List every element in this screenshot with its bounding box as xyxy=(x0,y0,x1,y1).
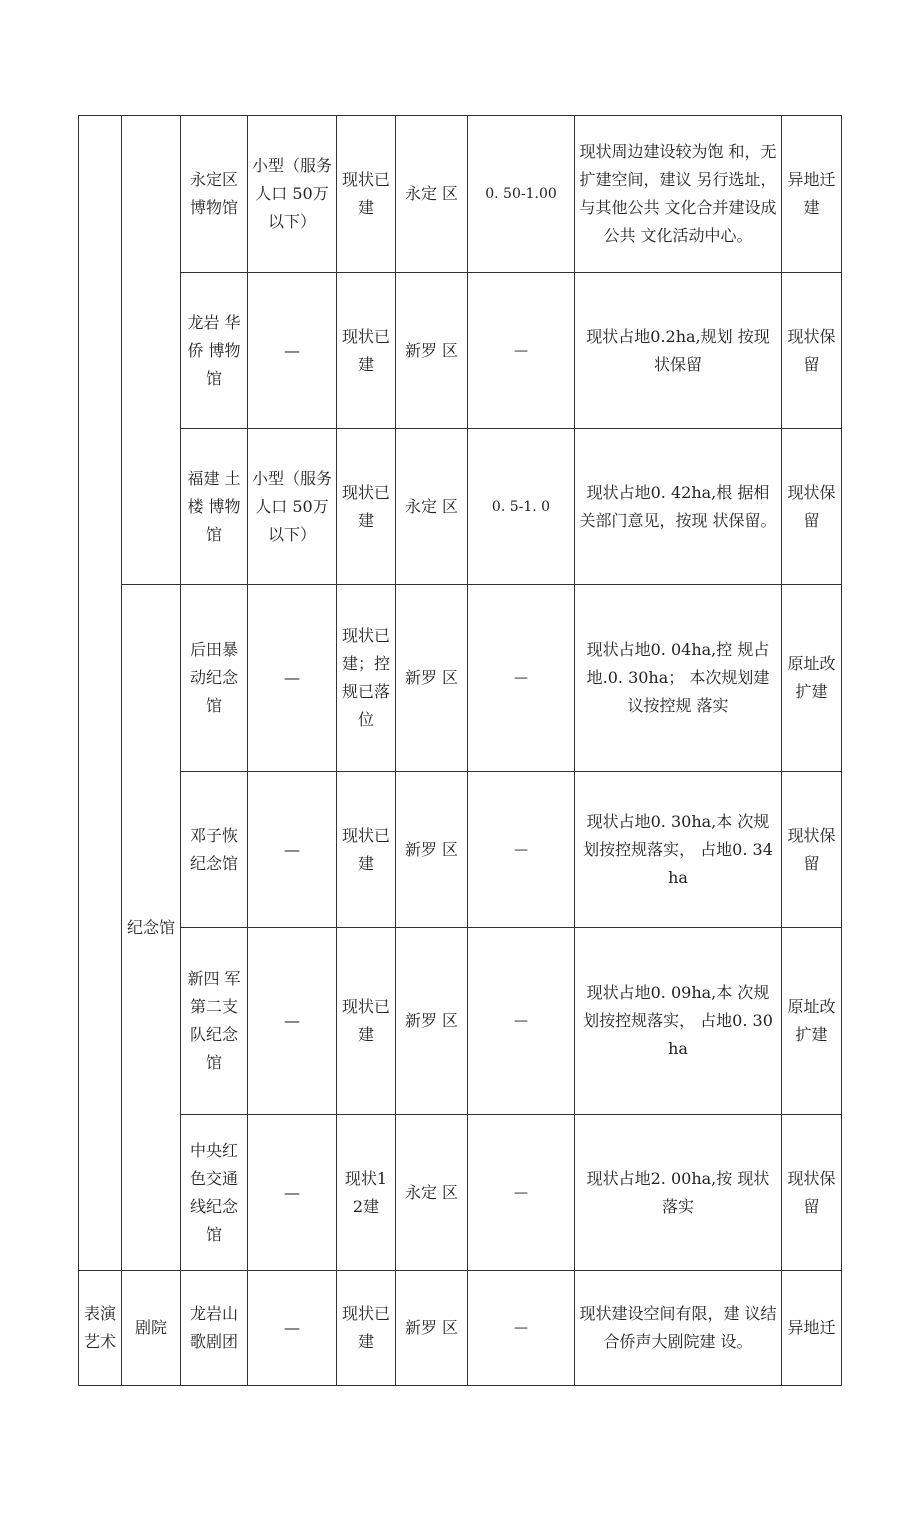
facility-scale: — xyxy=(248,273,337,429)
facility-area: — xyxy=(468,1271,575,1386)
facility-status: 现状已建 xyxy=(337,429,396,585)
facility-note: 现状占地2. 00ha,按 现状落实 xyxy=(575,1115,782,1271)
facility-action: 现状保留 xyxy=(782,273,842,429)
facility-status: 现状已 建；控规已落位 xyxy=(337,585,396,772)
facility-name: 中央红色交通线纪念馆 xyxy=(181,1115,248,1271)
facility-district: 新罗 区 xyxy=(396,1271,468,1386)
facility-name: 龙岩 华侨 博物馆 xyxy=(181,273,248,429)
table-row xyxy=(79,1115,842,1271)
facility-action: 异地迁建 xyxy=(782,116,842,273)
category-l1-cell xyxy=(79,116,122,1271)
facility-action: 原址改扩建 xyxy=(782,928,842,1115)
facility-name: 龙岩山歌剧团 xyxy=(181,1271,248,1386)
facility-action: 异地迁 xyxy=(782,1271,842,1386)
facility-scale: — xyxy=(248,1271,337,1386)
table-row xyxy=(79,772,842,928)
facility-district: 永定 区 xyxy=(396,1115,468,1271)
facility-name: 后田暴动纪念馆 xyxy=(181,585,248,772)
facility-scale: 小型（服务人口 50万以下） xyxy=(248,116,337,273)
table-row xyxy=(79,273,842,429)
facility-scale: — xyxy=(248,772,337,928)
facility-area: — xyxy=(468,273,575,429)
facility-district: 永定 区 xyxy=(396,429,468,585)
facility-note: 现状占地0. 42ha,根 据相关部门意见，按现 状保留。 xyxy=(575,429,782,585)
facility-scale: — xyxy=(248,585,337,772)
facility-district: 新罗 区 xyxy=(396,772,468,928)
facility-area: — xyxy=(468,585,575,772)
facility-name: 福建 土楼 博物馆 xyxy=(181,429,248,585)
category-l2-cell: 纪念馆 xyxy=(122,585,181,1271)
facility-status: 现状已建 xyxy=(337,116,396,273)
category-l1-cell: 表演艺术 xyxy=(79,1271,122,1386)
facility-status: 现状已建 xyxy=(337,273,396,429)
facility-district: 新罗 区 xyxy=(396,585,468,772)
facility-scale: — xyxy=(248,1115,337,1271)
facility-note: 现状占地0. 04ha,控 规占地.0. 30ha； 本次规划建议按控规 落实 xyxy=(575,585,782,772)
facility-table xyxy=(78,115,842,1386)
facility-action: 原址改扩建 xyxy=(782,585,842,772)
facility-area: 0. 5-1. 0 xyxy=(468,429,575,585)
facility-status: 现状12建 xyxy=(337,1115,396,1271)
facility-note: 现状周边建设较为饱 和，无扩建空间，建议 另行选址，与其他公共 文化合并建设成公共 文化活动中心。 xyxy=(575,116,782,273)
facility-name: 永定区博物馆 xyxy=(181,116,248,273)
facility-status: 现状已建 xyxy=(337,772,396,928)
facility-action: 现状保留 xyxy=(782,429,842,585)
facility-note: 现状占地0. 09ha,本 次规划按控规落实， 占地0. 30ha xyxy=(575,928,782,1115)
facility-action: 现状保留 xyxy=(782,1115,842,1271)
facility-district: 永定 区 xyxy=(396,116,468,273)
facility-note: 现状建设空间有限，建 议结合侨声大剧院建 设。 xyxy=(575,1271,782,1386)
facility-name: 新四 军第二支队纪念馆 xyxy=(181,928,248,1115)
facility-note: 现状占地0. 30ha,本 次规划按控规落实， 占地0. 34ha xyxy=(575,772,782,928)
table-row xyxy=(79,928,842,1115)
facility-scale: — xyxy=(248,928,337,1115)
facility-area: — xyxy=(468,1115,575,1271)
table-row xyxy=(79,1271,842,1386)
facility-note: 现状占地0.2ha,规划 按现状保留 xyxy=(575,273,782,429)
facility-name: 邓子恢纪念馆 xyxy=(181,772,248,928)
category-l2-cell xyxy=(122,116,181,585)
facility-action: 现状保留 xyxy=(782,772,842,928)
facility-status: 现状已建 xyxy=(337,928,396,1115)
table-row xyxy=(79,429,842,585)
facility-area: 0. 50-1.00 xyxy=(468,116,575,273)
table-row xyxy=(79,585,842,772)
facility-area: — xyxy=(468,928,575,1115)
table-row xyxy=(79,116,842,273)
category-l2-cell: 剧院 xyxy=(122,1271,181,1386)
facility-status: 现状已建 xyxy=(337,1271,396,1386)
facility-area: — xyxy=(468,772,575,928)
facility-scale: 小型（服务人口 50万以下） xyxy=(248,429,337,585)
facility-district: 新罗 区 xyxy=(396,928,468,1115)
facility-district: 新罗 区 xyxy=(396,273,468,429)
